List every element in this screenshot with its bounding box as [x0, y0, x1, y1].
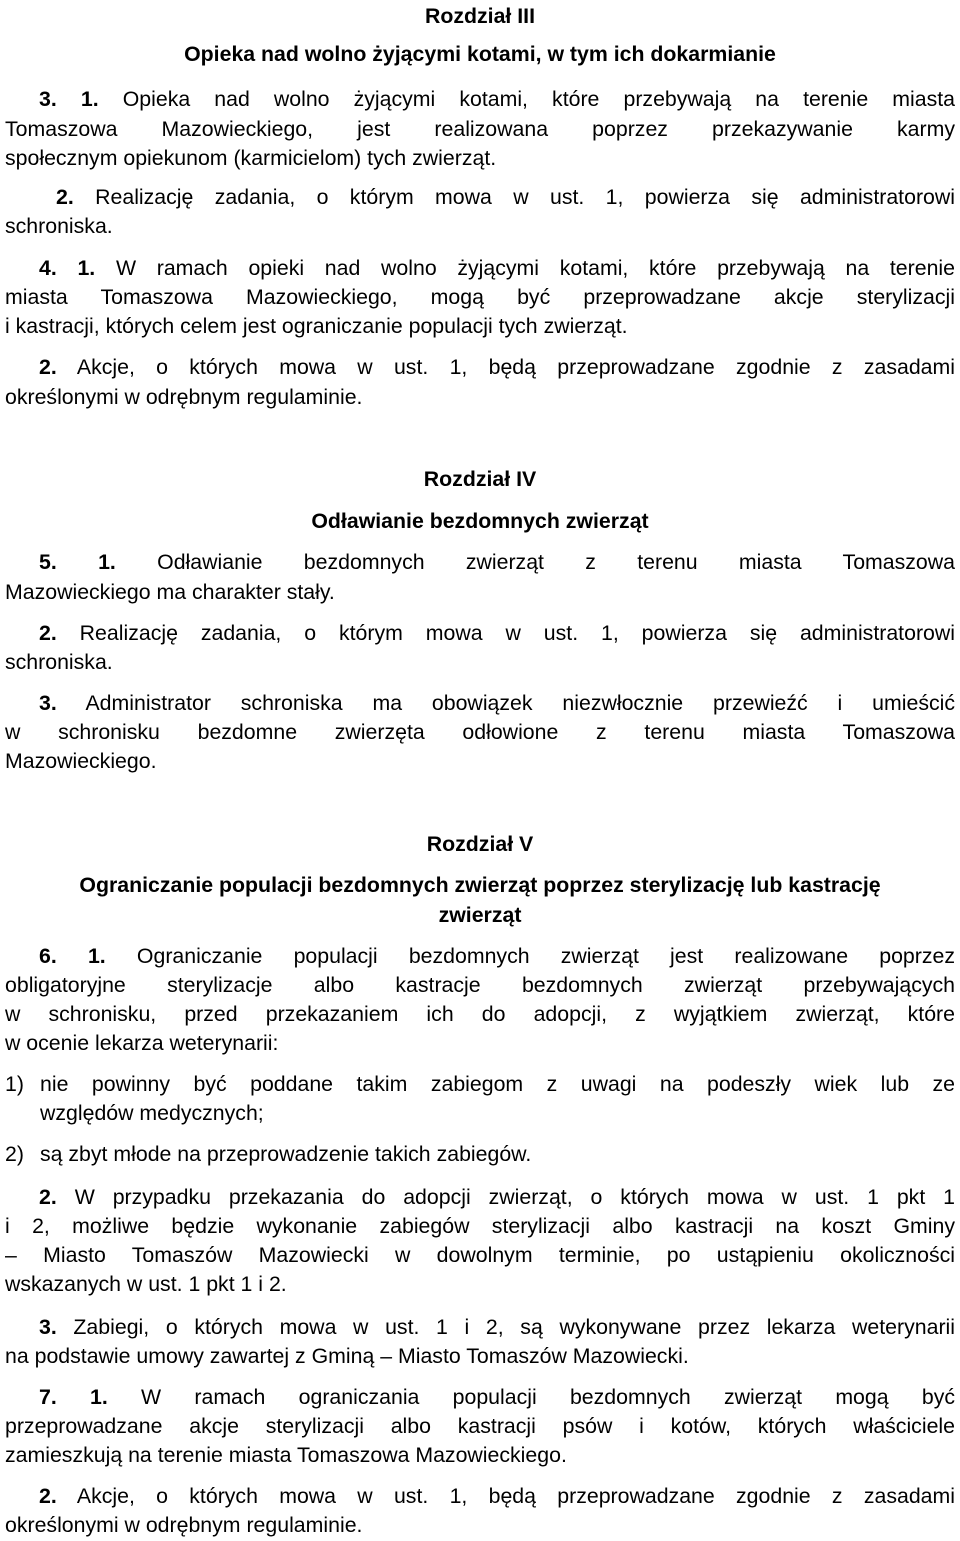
chapter-5-subtitle: zwierząt — [438, 903, 522, 927]
paragraph-6-2-line: wskazanych w ust. 1 pkt 1 i 2. — [5, 1272, 287, 1296]
paragraph-4-1-number: 4. 1. — [39, 256, 96, 280]
chapter-4-subtitle: Odławianie bezdomnych zwierząt — [311, 509, 649, 533]
list-item-1-line: względów medycznych; — [40, 1101, 264, 1125]
paragraph-6-3-line — [39, 1313, 955, 1341]
paragraph-6-2-number: 2. — [39, 1185, 57, 1209]
paragraph-3-1-line: Tomaszowa Mazowieckiego, jest realizowana poprzez przekazywanie karmy — [5, 117, 955, 141]
paragraph-4-1-line — [39, 254, 955, 282]
list-item-1-number: 1) — [5, 1072, 24, 1096]
paragraph-7-1-line — [39, 1383, 955, 1411]
paragraph-4-2-number: 2. — [39, 355, 57, 379]
paragraph-7-1-number: 7. 1. — [39, 1385, 108, 1409]
paragraph-3-2-line — [56, 183, 955, 211]
chapter-3-subtitle: Opieka nad wolno żyjącymi kotami, w tym ich dokarmianie — [184, 42, 776, 66]
paragraph-5-1-line — [39, 548, 955, 576]
paragraph-7-1-text: W ramach ograniczania populacji bezdomnych zwierząt mogą być — [141, 1385, 955, 1409]
paragraph-6-1-line: w ocenie lekarza weterynarii: — [5, 1031, 279, 1055]
paragraph-3-2-number: 2. — [56, 185, 74, 209]
paragraph-3-1-text: Opieka nad wolno żyjącymi kotami, które przebywają na terenie miasta — [122, 87, 955, 111]
paragraph-5-3-line — [39, 689, 955, 717]
paragraph-5-3-text: Administrator schroniska ma obowiązek niezwłocznie przewieźć i umieścić — [85, 691, 955, 715]
paragraph-7-2-line: określonymi w odrębnym regulaminie. — [5, 1513, 363, 1537]
paragraph-3-2-text: Realizację zadania, o którym mowa w ust. 1, powierza się administratorowi — [95, 185, 955, 209]
paragraph-7-2-text: Akcje, o których mowa w ust. 1, będą przeprowadzane zgodnie z zasadami — [76, 1484, 955, 1508]
paragraph-7-2-number: 2. — [39, 1484, 57, 1508]
paragraph-4-2-text: Akcje, o których mowa w ust. 1, będą przeprowadzane zgodnie z zasadami — [76, 355, 955, 379]
paragraph-6-1-line: w schronisku, przed przekazaniem ich do adopcji, z wyjątkiem zwierząt, które — [5, 1002, 955, 1026]
paragraph-6-1-number: 6. 1. — [39, 944, 106, 968]
paragraph-3-2-line: schroniska. — [5, 214, 113, 238]
paragraph-6-2-line: i 2, możliwe będzie wykonanie zabiegów sterylizacji albo kastracji na koszt Gminy — [5, 1214, 955, 1238]
paragraph-5-2-number: 2. — [39, 621, 57, 645]
paragraph-3-1-number: 3. 1. — [39, 87, 99, 111]
paragraph-4-1-text: W ramach opieki nad wolno żyjącymi kotami, które przebywają na terenie — [115, 256, 956, 280]
paragraph-5-3-line: Mazowieckiego. — [5, 749, 157, 773]
paragraph-3-1-line: społecznym opiekunom (karmicielom) tych zwierząt. — [5, 146, 497, 170]
paragraph-6-3-line: na podstawie umowy zawartej z Gminą – Miasto Tomaszów Mazowiecki. — [5, 1344, 689, 1368]
paragraph-6-2-line — [39, 1183, 955, 1211]
paragraph-5-1-line: Mazowieckiego ma charakter stały. — [5, 580, 335, 604]
paragraph-5-2-text: Realizację zadania, o którym mowa w ust. 1, powierza się administratorowi — [79, 621, 955, 645]
paragraph-4-1-line: i kastracji, których celem jest ograniczanie populacji tych zwierząt. — [5, 314, 628, 338]
paragraph-5-1-number: 5. 1. — [39, 550, 116, 574]
paragraph-5-2-line: schroniska. — [5, 650, 113, 674]
paragraph-6-3-number: 3. — [39, 1315, 57, 1339]
paragraph-7-1-line: przeprowadzane akcje sterylizacji albo kastracji psów i kotów, których właściciele — [5, 1414, 955, 1438]
paragraph-7-2-line — [39, 1482, 955, 1510]
paragraph-6-3-text: Zabiegi, o których mowa w ust. 1 i 2, są wykonywane przez lekarza weterynarii — [73, 1315, 955, 1339]
paragraph-4-2-line: określonymi w odrębnym regulaminie. — [5, 385, 363, 409]
paragraph-3-1-line — [39, 85, 955, 113]
paragraph-5-3-line: w schronisku bezdomne zwierzęta odłowione z terenu miasta Tomaszowa — [5, 720, 955, 744]
paragraph-6-2-line: – Miasto Tomaszów Mazowiecki w dowolnym terminie, po ustąpieniu okoliczności — [5, 1243, 955, 1267]
paragraph-6-1-text: Ograniczanie populacji bezdomnych zwierząt jest realizowane poprzez — [136, 944, 955, 968]
paragraph-5-3-number: 3. — [39, 691, 57, 715]
paragraph-5-1-text: Odławianie bezdomnych zwierząt z terenu miasta Tomaszowa — [157, 550, 955, 574]
paragraph-4-2-line — [39, 353, 955, 381]
paragraph-4-1-line: miasta Tomaszowa Mazowieckiego, mogą być przeprowadzane akcje sterylizacji — [5, 285, 955, 309]
paragraph-5-2-line — [39, 619, 955, 647]
paragraph-6-1-line: obligatoryjne sterylizacje albo kastracje bezdomnych zwierząt przebywających — [5, 973, 955, 997]
chapter-3-title: Rozdział III — [424, 4, 536, 28]
paragraph-7-1-line: zamieszkują na terenie miasta Tomaszowa Mazowieckiego. — [5, 1443, 567, 1467]
chapter-5-title: Rozdział V — [426, 832, 534, 856]
list-item-2-number: 2) — [5, 1142, 24, 1166]
paragraph-6-2-text: W przypadku przekazania do adopcji zwierząt, o których mowa w ust. 1 pkt 1 — [74, 1185, 956, 1209]
chapter-5-subtitle: Ograniczanie populacji bezdomnych zwierząt poprzez sterylizację lub kastrację — [79, 873, 881, 897]
paragraph-6-1-line — [39, 942, 955, 970]
list-item-2-line: są zbyt młode na przeprowadzenie takich zabiegów. — [40, 1142, 532, 1166]
list-item-1-line: nie powinny być poddane takim zabiegom z uwagi na podeszły wiek lub ze — [40, 1072, 955, 1096]
chapter-4-title: Rozdział IV — [423, 467, 537, 491]
